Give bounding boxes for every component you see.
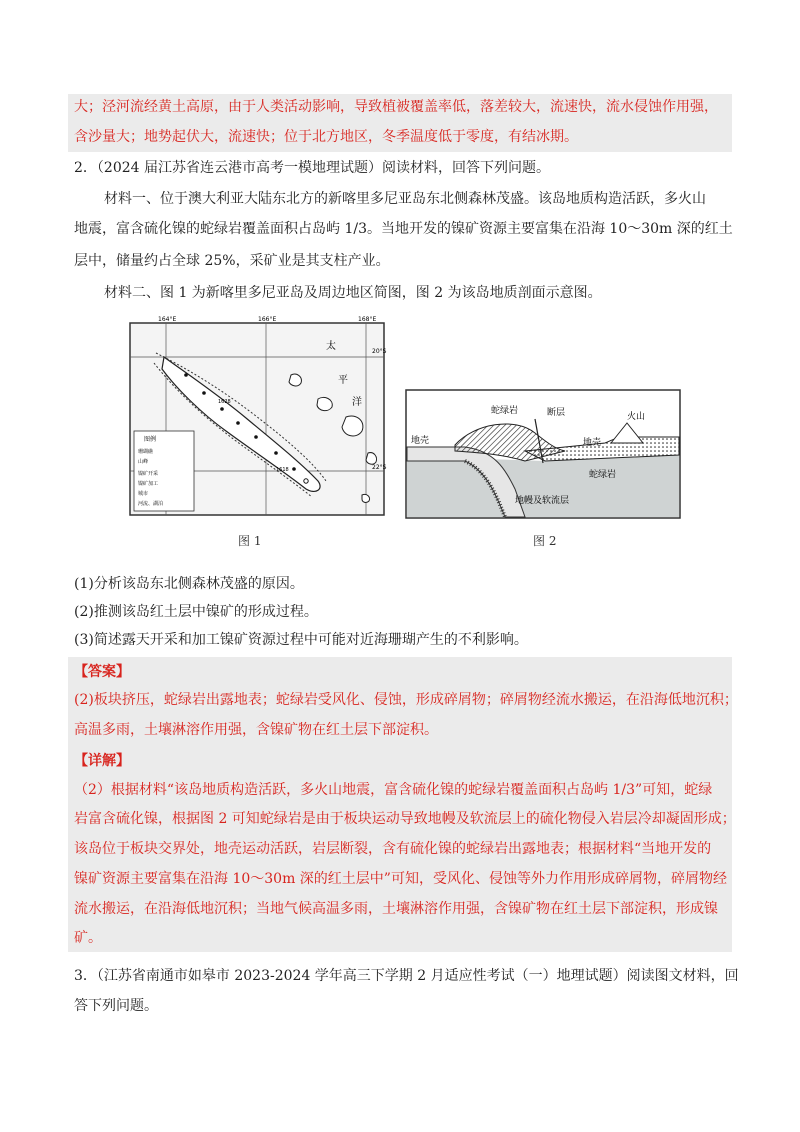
legend-title: 图例 [144, 436, 157, 443]
mantle-layer [407, 455, 679, 517]
label-ophiolite-bottom: 蛇绿岩 [589, 470, 617, 480]
figure-2-caption: 图 2 [533, 534, 557, 548]
answer-line-1: (2)板块挤压，蛇绿岩出露地表；蛇绿岩受风化、侵蚀，形成碎屑物；碎屑物经流水搬运，在沿海低地沉积； [74, 692, 738, 708]
lon-label-168: 168°E [358, 316, 377, 323]
detail-line-3: 该岛位于板块交界处，地壳运动活跃，岩层断裂，含有硫化镍的蛇绿岩出露地表；根据材料“当地开发的 [74, 841, 712, 857]
detail-line-6: 矿。 [74, 930, 102, 946]
material-1-line-3: 层中，储量约占全球 25%，采矿业是其支柱产业。 [74, 253, 390, 269]
ocean-label-3: 洋 [352, 397, 362, 408]
label-ophiolite-top: 蛇绿岩 [491, 406, 519, 416]
answer-line-2: 高温多雨，土壤淋溶作用强，含镍矿物在红土层下部淀积。 [74, 722, 438, 738]
figure-2-section [405, 389, 681, 519]
sub-question-3: (3)简述露天开采和加工镍矿资源过程中可能对近海珊瑚产生的不利影响。 [74, 632, 528, 648]
lat-label-22: 22°S [372, 464, 387, 471]
label-volcano: 火山 [627, 412, 646, 422]
detail-line-1: （2）根据材料“该岛地质构造活跃，多火山地震，富含硫化镍的蛇绿岩覆盖面积占岛屿 1/3”可知，蛇绿 [74, 782, 713, 798]
label-mantle: 地幔及软流层 [515, 496, 570, 506]
figure-1-caption: 图 1 [238, 534, 262, 548]
question-3-header-line-2: 答下列问题。 [74, 998, 158, 1014]
question-2-header: 2．（2024 届江苏省连云港市高考一模地理试题）阅读材料，回答下列问题。 [74, 160, 550, 176]
legend-item-river: 河流、湖泊 [138, 501, 164, 507]
legend-item-reef: 珊瑚礁 [138, 449, 154, 455]
ocean-label-1: 太 [326, 341, 336, 352]
sub-question-2: (2)推测该岛红土层中镍矿的形成过程。 [74, 604, 318, 620]
peak-label-2: 1618 [276, 467, 289, 473]
sub-question-1: (1)分析该岛东北侧森林茂盛的原因。 [74, 576, 304, 592]
material-1-line-2: 地震，富含硫化镍的蛇绿岩覆盖面积占岛屿 1/3。当地开发的镍矿资源主要富集在沿海 10～30m 深的红土 [74, 221, 733, 237]
label-fault: 断层 [547, 408, 566, 418]
detail-line-2: 岩富含硫化镍，根据图 2 可知蛇绿岩是由于板块运动导致地幔及软流层上的硫化物侵入岩层冷却凝固形成； [74, 811, 736, 827]
detail-tag: 【详解】 [74, 753, 130, 769]
ocean-label-2: 平 [338, 375, 348, 386]
label-crust-right: 地壳 [583, 438, 602, 448]
legend-item-processing: 镍矿加工 [138, 481, 159, 487]
lon-label-166: 166°E [258, 316, 277, 323]
answer-tag: 【答案】 [74, 664, 130, 680]
peak-label-1: 1628 [218, 399, 231, 405]
lon-label-164: 164°E [158, 316, 177, 323]
material-2-line: 材料二、图 1 为新喀里多尼亚岛及周边地区简图，图 2 为该岛地质剖面示意图。 [104, 285, 602, 301]
prev-answer-line-2: 含沙量大；地势起伏大，流速快；位于北方地区，冬季温度低于零度，有结冰期。 [74, 129, 578, 145]
legend-item-peak: 山峰 [138, 459, 149, 465]
legend-item-mining: 镍矿开采 [138, 471, 159, 477]
figure-1-map [126, 313, 388, 519]
label-crust-left: 地壳 [411, 436, 430, 446]
question-3-header-line-1: 3．（江苏省南通市如皋市 2023-2024 学年高三下学期 2 月适应性考试（一）地理试题）阅读图文材料，回 [74, 968, 739, 984]
prev-answer-line-1: 大；泾河流经黄土高原，由于人类活动影响，导致植被覆盖率低，落差较大，流速快，流水侵蚀作用强， [74, 99, 718, 115]
lat-label-20: 20°S [372, 348, 387, 355]
detail-line-4: 镍矿资源主要富集在沿海 10～30m 深的红土层中”可知，受风化、侵蚀等外力作用形成碎屑物，碎屑物经 [74, 871, 727, 887]
legend-item-city: 城市 [138, 491, 149, 497]
material-1-line-1: 材料一、位于澳大利亚大陆东北方的新喀里多尼亚岛东北侧森林茂盛。该岛地质构造活跃，多火山 [104, 191, 706, 207]
detail-line-5: 流水搬运，在沿海低地沉积；当地气候高温多雨，土壤淋溶作用强，含镍矿物在红土层下部淀积，形成镍 [74, 901, 718, 917]
